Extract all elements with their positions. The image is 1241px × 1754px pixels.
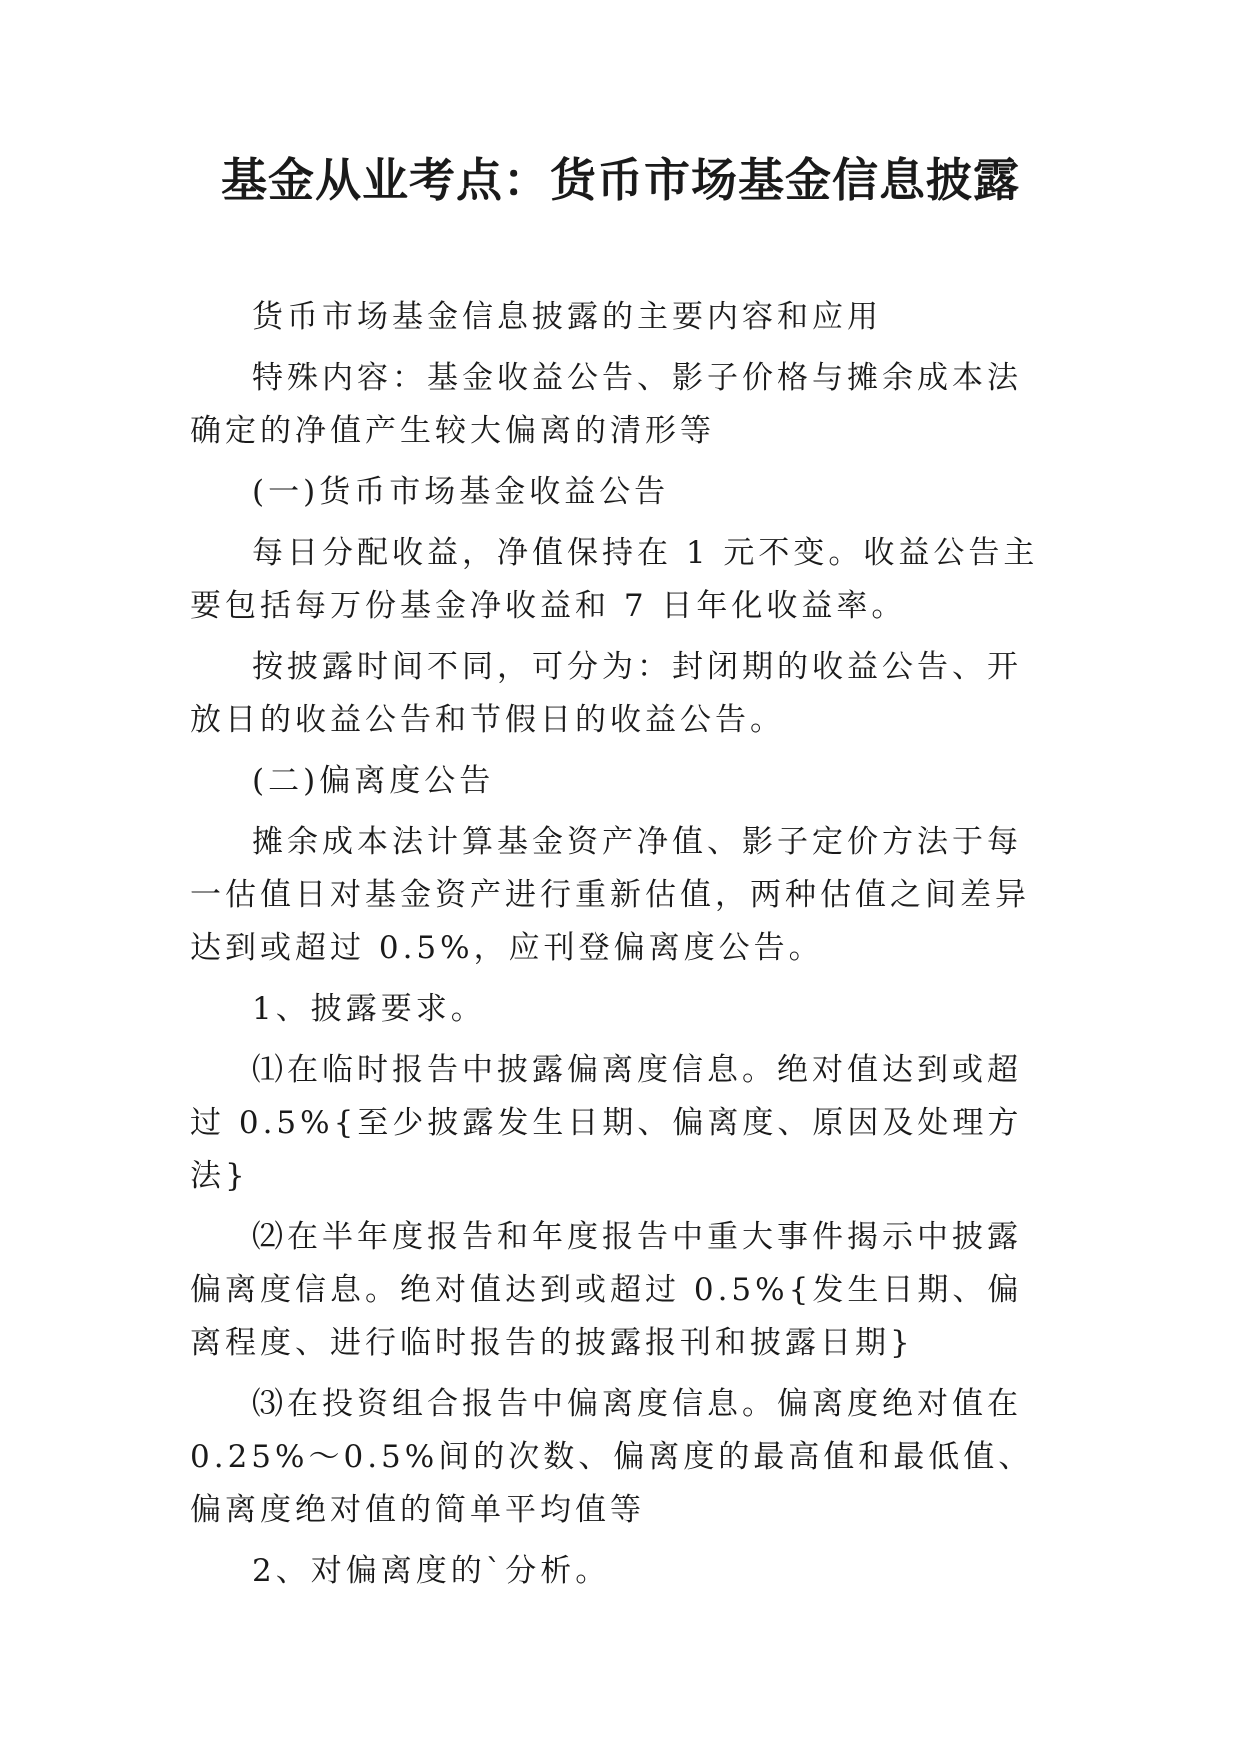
paragraph-4: 每日分配收益，净值保持在 1 元不变。收益公告主要包括每万份基金净收益和 7 日年化收益率。 <box>190 535 1039 624</box>
paragraph-11: ⑶在投资组合报告中偏离度信息。偏离度绝对值在 0.25%～0.5%间的次数、偏离度的最高值和最低值、偏离度绝对值的简单平均值等 <box>190 1386 1034 1528</box>
paragraph-7: 摊余成本法计算基金资产净值、影子定价方法于每一估值日对基金资产进行重新估值，两种估值之间差异达到或超过 0.5%，应刊登偏离度公告。 <box>190 824 1030 966</box>
paragraph-6: (二)偏离度公告 <box>252 763 495 799</box>
paragraph-12: 2、对偏离度的`分析。 <box>252 1553 611 1589</box>
paragraph-5: 按披露时间不同，可分为：封闭期的收益公告、开放日的收益公告和节假日的收益公告。 <box>190 649 1022 738</box>
paragraph-10: ⑵在半年度报告和年度报告中重大事件揭示中披露偏离度信息。绝对值达到或超过 0.5%{发生日期、偏离程度、进行临时报告的披露报刊和披露日期} <box>190 1219 1023 1361</box>
paragraph-1: 货币市场基金信息披露的主要内容和应用 <box>252 299 882 335</box>
document-title: 基金从业考点：货币市场基金信息披露 <box>221 153 1020 207</box>
paragraph-3: (一)货币市场基金收益公告 <box>252 474 670 510</box>
paragraph-8: 1、披露要求。 <box>252 991 486 1027</box>
paragraph-2: 特殊内容：基金收益公告、影子价格与摊余成本法确定的净值产生较大偏离的清形等 <box>190 360 1022 449</box>
paragraph-9: ⑴在临时报告中披露偏离度信息。绝对值达到或超过 0.5%{至少披露发生日期、偏离度、原因及处理方法} <box>190 1052 1023 1194</box>
document-body <box>190 291 1052 1606</box>
